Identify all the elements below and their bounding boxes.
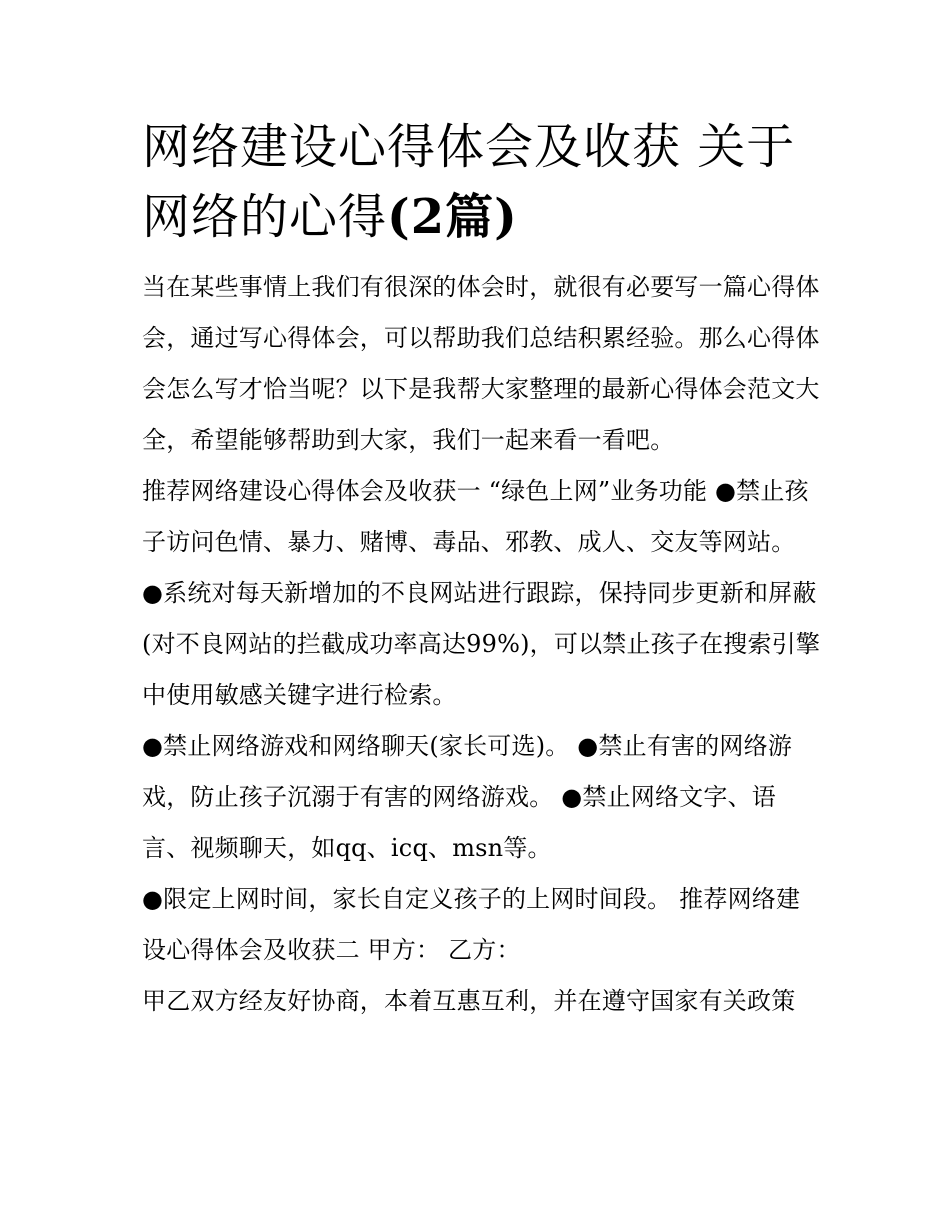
- title-suffix-text: (2篇): [387, 189, 518, 245]
- paragraph-green-internet: 推荐网络建设心得体会及收获一 “绿色上网”业务功能 ●禁止孩子访问色情、暴力、赌博、毒品、邪教、成人、交友等网站。: [142, 477, 809, 556]
- title-main-text: 网络建设心得体会及收获 关于网络的心得: [142, 119, 796, 245]
- paragraph-game-chat-block: ●禁止网络游戏和网络聊天(家长可选)。 ●禁止有害的网络游戏，防止孩子沉溺于有害的网络游戏。 ●禁止网络文字、语言、视频聊天，如qq、icq、msn等。: [142, 732, 793, 862]
- paragraph-agreement: 甲乙双方经友好协商，本着互惠互利，并在遵守国家有关政策: [142, 987, 796, 1015]
- paragraph-site-tracking: ●系统对每天新增加的不良网站进行跟踪，保持同步更新和屏蔽(对不良网站的拦截成功率高达99%)，可以禁止孩子在搜索引擎中使用敏感关键字进行检索。: [142, 579, 821, 709]
- document-title: [142, 112, 822, 252]
- paragraph-time-limit: ●限定上网时间，家长自定义孩子的上网时间段。 推荐网络建设心得体会及收获二 甲方： 乙方：: [142, 885, 801, 964]
- document-page: [142, 112, 822, 1027]
- paragraph-intro: 当在某些事情上我们有很深的体会时，就很有必要写一篇心得体会，通过写心得体会，可以帮助我们总结积累经验。那么心得体会怎么写才恰当呢？以下是我帮大家整理的最新心得体会范文大全，希望能够帮助到大家，我们一起来看一看吧。: [142, 273, 820, 454]
